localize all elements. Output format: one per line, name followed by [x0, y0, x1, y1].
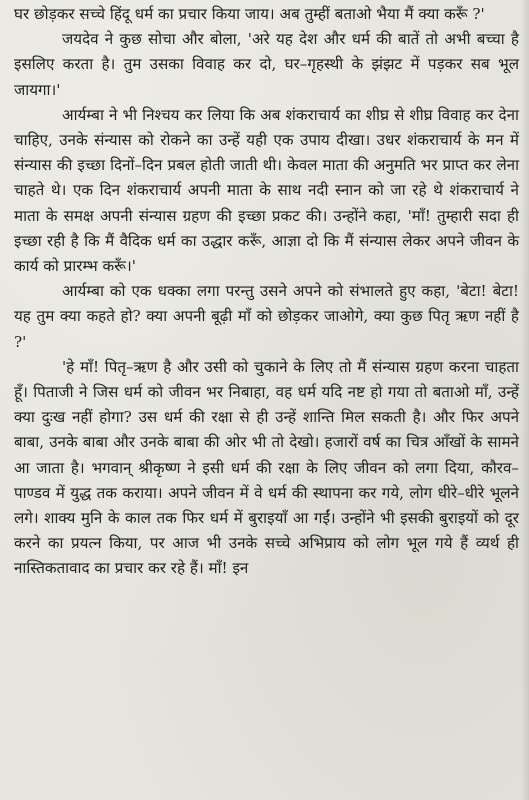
paragraph-4: आर्यम्बा को एक धक्का लगा परन्तु उसने अपने को संभालते हुए कहा, 'बेटा! बेटा! यह तुम क्या कहते हो? क्या अपनी बूढ़ी माँ को छोड़कर जाओगे, क्या कुछ पितृ ऋण नहीं है ?' [14, 282, 519, 351]
paragraph-1: घर छोड़कर सच्चे हिंदू धर्म का प्रचार किया जाय। अब तुम्हीं बताओ भैया मैं क्या करूँ ?' [14, 5, 485, 23]
page-edge-shadow [521, 0, 529, 800]
paragraph-5: 'हे माँ! पितृ–ऋण है और उसी को चुकाने के लिए तो मैं संन्यास ग्रहण करना चाहता हूँ। पिताजी ने जिस धर्म को जीवन भर निबाहा, वह धर्म यदि नष्ट हो गया तो बताओ माँ, उन्हें क्या दुःख नहीं होगा? उस धर्म की रक्षा से ही उन्हें शान्ति मिल सकती है। और फिर अपने बाबा, उनके बाबा और उनके बाबा की ओर भी तो देखो। हजारों वर्ष का चित्र आँखों के सामने आ जाता है। भगवान् श्रीकृष्ण ने इसी धर्म की रक्षा के लिए जीवन को लगा दिया, कौरव–पाण्डव में युद्ध तक कराया। अपने जीवन में वे धर्म की स्थापना कर गये, लोग धीरे–धीरे भूलने लगे। शाक्य मुनि के काल तक फिर धर्म में बुराइयाँ आ गईं। उन्होंने भी इसकी बुराइयों को दूर करने का प्रयत्न किया, पर आज भी उनके सच्चे अभिप्राय को लोग भूल गये हैं व्यर्थ ही नास्तिकतावाद का प्रचार कर रहे हैं। माँ! इन [14, 357, 519, 578]
paragraph-3: आर्यम्बा ने भी निश्चय कर लिया कि अब शंकराचार्य का शीघ्र से शीघ्र विवाह कर देना चाहिए, उनके संन्यास को रोकने का उन्हें यही एक उपाय दीखा। उधर शंकराचार्य के मन में संन्यास की इच्छा दिनों–दिन प्रबल होती जाती थी। केवल माता की अनुमति भर प्राप्त कर लेना चाहते थे। एक दिन शंकराचार्य अपनी माता के साथ नदी स्नान को जा रहे थे शंकराचार्य ने माता के समक्ष अपनी संन्यास ग्रहण की इच्छा प्रकट की। उन्होंने कहा, 'माँ! तुम्हारी सदा ही इच्छा रही है कि मैं वैदिक धर्म का उद्धार करूँ, आज्ञा दो कि मैं संन्यास लेकर अपने जीवन के कार्य को प्रारम्भ करूँ।' [14, 105, 519, 276]
paragraph-2: जयदेव ने कुछ सोचा और बोला, 'अरे यह देश और धर्म की बातें तो अभी बच्चा है इसलिए करता है। तुम उसका विवाह कर दो, घर–गृहस्थी के झंझट में पड़कर सब भूल जायगा।' [14, 30, 519, 99]
